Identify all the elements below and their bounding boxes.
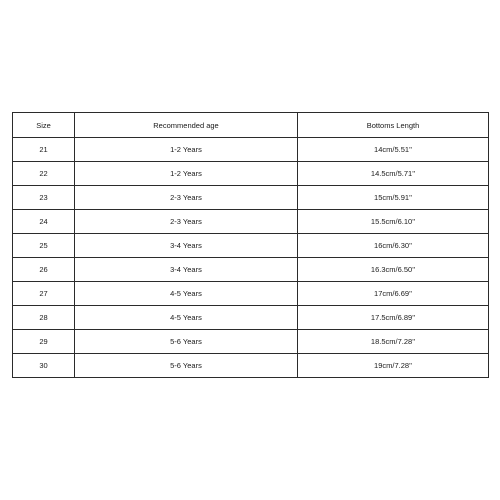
cell-bottoms-length: 14cm/5.51'': [298, 138, 489, 162]
cell-bottoms-length: 17cm/6.69'': [298, 282, 489, 306]
table-row: [13, 258, 489, 282]
cell-size: 29: [13, 330, 75, 354]
cell-size: 30: [13, 354, 75, 378]
cell-recommended-age: 3-4 Years: [75, 234, 298, 258]
cell-bottoms-length: 16.3cm/6.50'': [298, 258, 489, 282]
cell-recommended-age: 4-5 Years: [75, 282, 298, 306]
cell-size: 25: [13, 234, 75, 258]
header-size: Size: [13, 113, 75, 138]
cell-size: 26: [13, 258, 75, 282]
cell-recommended-age: 1-2 Years: [75, 138, 298, 162]
cell-recommended-age: 5-6 Years: [75, 330, 298, 354]
table-row: [13, 354, 489, 378]
size-chart-table: [12, 112, 489, 378]
cell-size: 23: [13, 186, 75, 210]
table-row: [13, 306, 489, 330]
cell-bottoms-length: 14.5cm/5.71'': [298, 162, 489, 186]
cell-bottoms-length: 18.5cm/7.28'': [298, 330, 489, 354]
cell-bottoms-length: 16cm/6.30'': [298, 234, 489, 258]
cell-bottoms-length: 15.5cm/6.10'': [298, 210, 489, 234]
cell-size: 21: [13, 138, 75, 162]
cell-bottoms-length: 15cm/5.91'': [298, 186, 489, 210]
cell-size: 24: [13, 210, 75, 234]
table-row: [13, 210, 489, 234]
table-row: [13, 162, 489, 186]
table-row: [13, 234, 489, 258]
cell-recommended-age: 5-6 Years: [75, 354, 298, 378]
cell-size: 27: [13, 282, 75, 306]
table-row: [13, 186, 489, 210]
table-header-row: [13, 113, 489, 138]
cell-size: 22: [13, 162, 75, 186]
cell-recommended-age: 3-4 Years: [75, 258, 298, 282]
header-recommended-age: Recommended age: [75, 113, 298, 138]
cell-recommended-age: 2-3 Years: [75, 210, 298, 234]
cell-recommended-age: 1-2 Years: [75, 162, 298, 186]
header-bottoms-length: Bottoms Length: [298, 113, 489, 138]
table-row: [13, 330, 489, 354]
table-row: [13, 282, 489, 306]
cell-size: 28: [13, 306, 75, 330]
table-row: [13, 138, 489, 162]
cell-bottoms-length: 17.5cm/6.89'': [298, 306, 489, 330]
cell-bottoms-length: 19cm/7.28'': [298, 354, 489, 378]
cell-recommended-age: 2-3 Years: [75, 186, 298, 210]
cell-recommended-age: 4-5 Years: [75, 306, 298, 330]
